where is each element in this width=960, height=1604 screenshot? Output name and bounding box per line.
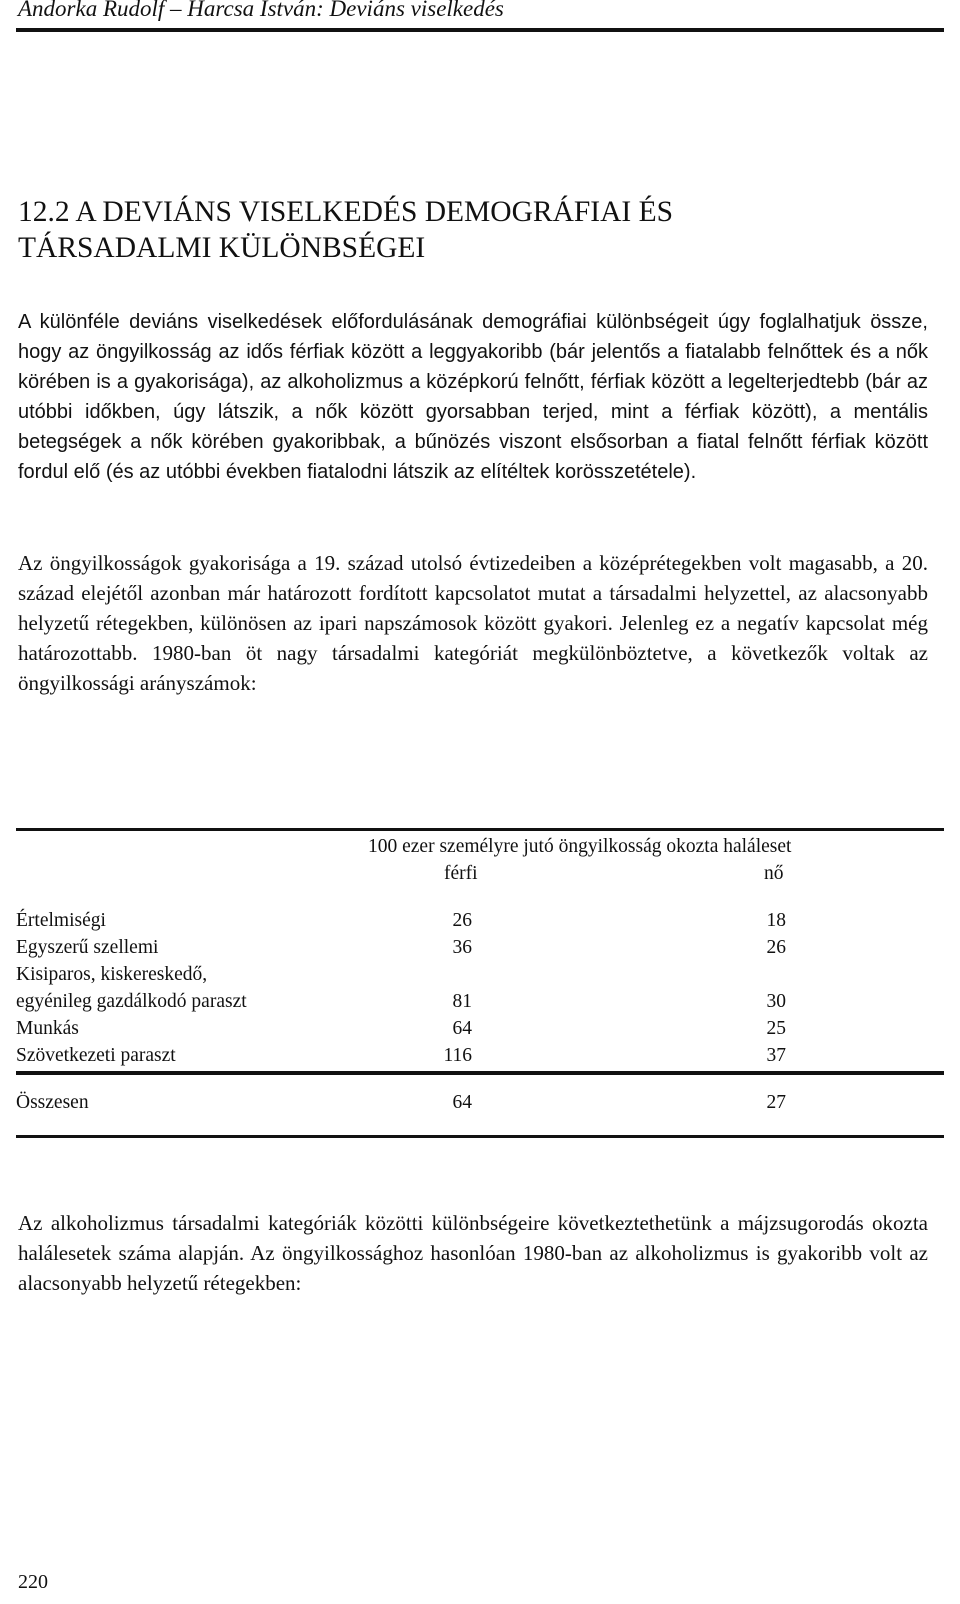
row-label: Egyszerű szellemi bbox=[16, 937, 159, 958]
men-value: 26 bbox=[452, 910, 472, 931]
total-women-value: 27 bbox=[766, 1092, 786, 1113]
table-total-rule bbox=[16, 1071, 944, 1075]
row-label: Munkás bbox=[16, 1018, 79, 1039]
section-title-line-2: TÁRSADALMI KÜLÖNBSÉGEI bbox=[18, 232, 426, 264]
men-value: 64 bbox=[452, 1018, 472, 1039]
column-header-men: férfi bbox=[444, 863, 478, 884]
women-value: 37 bbox=[766, 1045, 786, 1066]
total-men-value: 64 bbox=[452, 1092, 472, 1113]
paragraph-alcoholism: Az alkoholizmus társadalmi kategóriák közötti különbségeire következtethetünk a májzsugorodás okozta halálesetek száma alapján. Az öngyilkossághoz hasonlóan 1980-ban az alkoholizmus is gyakoribb volt az alacsonyabb helyzetű rétegekben: bbox=[18, 1211, 928, 1295]
women-value: 25 bbox=[766, 1018, 786, 1039]
row-label: egyénileg gazdálkodó paraszt bbox=[16, 991, 247, 1012]
row-label: Értelmiségi bbox=[16, 910, 106, 931]
page-number: 220 bbox=[18, 1571, 48, 1593]
women-value: 26 bbox=[766, 937, 786, 958]
column-header-women: nő bbox=[764, 863, 784, 884]
women-value: 30 bbox=[766, 991, 786, 1012]
table-top-rule bbox=[16, 828, 944, 831]
running-header: Andorka Rudolf – Harcsa István: Deviáns viselkedés bbox=[18, 0, 504, 21]
men-value: 81 bbox=[452, 991, 472, 1012]
paragraph-demographic-differences: A különféle deviáns viselkedések előfordulásának demográfiai különbségeit úgy foglalhatjuk össze, hogy az öngyilkosság az idős férfiak között a leggyakoribb (bár jelentős a fiatalabb felnőttek és a nők körében is a gyakorisága), az alkoholizmus a középkorú felnőtt, férfiak között a legelterjedtebb (bár az utóbbi időkben, úgy látszik, a nők között gyorsabban terjed, mint a férfiak között), a mentális betegségek a nők körében gyakoribbak, a bűnözés viszont elsősorban a fiatal felnőtt férfiak között fordul elő (és az utóbbi években fiatalodni látszik az elítéltek korösszetétele). bbox=[18, 311, 928, 483]
section-title bbox=[18, 194, 938, 266]
total-label: Összesen bbox=[16, 1092, 89, 1113]
women-value: 18 bbox=[766, 910, 786, 931]
row-label: Szövetkezeti paraszt bbox=[16, 1045, 176, 1066]
men-value: 116 bbox=[443, 1045, 472, 1066]
header-rule bbox=[16, 28, 944, 32]
men-value: 36 bbox=[452, 937, 472, 958]
table-bottom-rule bbox=[16, 1135, 944, 1138]
row-label: Kisiparos, kiskereskedő, bbox=[16, 964, 208, 985]
table-caption: 100 ezer személyre jutó öngyilkosság okozta haláleset bbox=[368, 836, 792, 857]
section-title-line-1: 12.2 A DEVIÁNS VISELKEDÉS DEMOGRÁFIAI ÉS bbox=[18, 196, 674, 228]
paragraph-suicide-social-status: Az öngyilkosságok gyakorisága a 19. század utolsó évtizedeiben a középrétegekben volt magasabb, a 20. század elejétől azonban már határozott fordított kapcsolatot mutat a társadalmi helyzettel, az alacsonyabb helyzetű rétegekben, különösen az ipari napszámosok között gyakori. Jelenleg ez a negatív kapcsolat még határozottabb. 1980-ban öt nagy társadalmi kategóriát megkülönböztetve, a következők voltak az öngyilkossági arányszámok: bbox=[18, 551, 928, 695]
